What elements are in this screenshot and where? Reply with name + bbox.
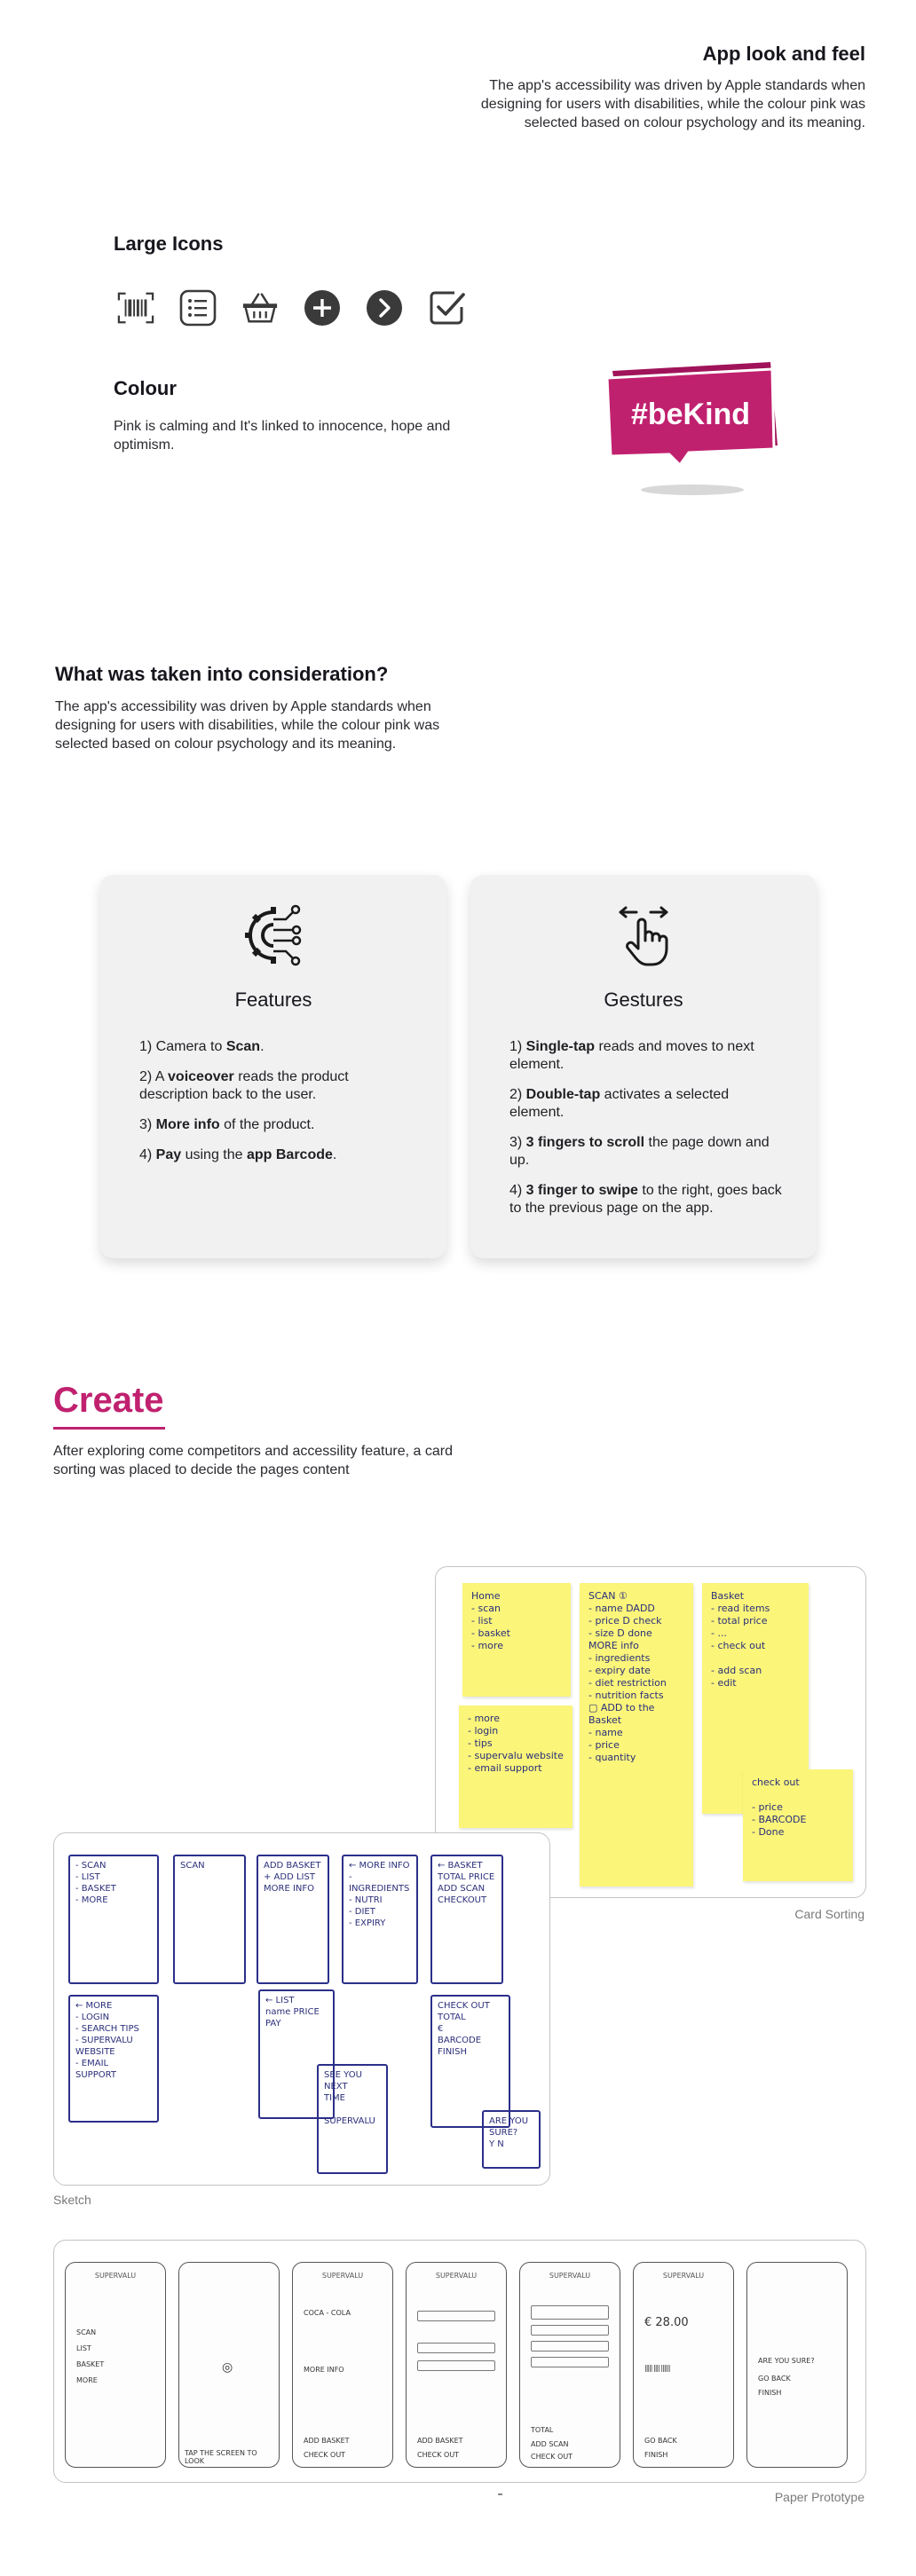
sketch-screen-goodbye: SEE YOU NEXT TIME SUPERVALU: [317, 2064, 388, 2174]
sticky-note-basket: Basket - read items - total price - ... - check out - add scan - edit: [702, 1583, 809, 1814]
features-item-4: 4) Pay using the app Barcode.: [139, 1147, 337, 1162]
paper-screen-home: SUPERVALU SCAN LIST BASKET MORE: [65, 2262, 166, 2468]
divider-dot: [498, 2493, 502, 2495]
look-and-feel-body: The app's accessibility was driven by Apple standards when designing for users with disabilities, while the colour pink was selected based on colour psychology and its meaning.: [480, 78, 865, 130]
gestures-item-1: 1) Single-tap reads and moves to next element.: [509, 1039, 754, 1072]
barcode-sketch: ||||| |||| ||||||: [644, 2364, 670, 2372]
gestures-item-2: 2) Double-tap activates a selected element.: [509, 1087, 730, 1120]
sticky-note-more: - more - login - tips - supervalu website - email support: [459, 1706, 572, 1828]
sketch-screen-home: - SCAN - LIST - BASKET - MORE: [68, 1855, 159, 1984]
gestures-list: [509, 1038, 785, 1230]
paper-prototype-image: [53, 2240, 866, 2483]
gestures-card: [470, 875, 817, 1258]
large-icons-row: [117, 289, 465, 327]
chevron-right-circle-icon: [366, 289, 403, 327]
gestures-title: Gestures: [604, 989, 683, 1011]
gestures-item-3: 3) 3 fingers to scroll the page down and up.: [509, 1135, 770, 1168]
checkbox-icon: [428, 289, 465, 327]
look-and-feel-title: App look and feel: [702, 43, 865, 65]
sketch-screen-list: ← LIST name PRICE PAY: [258, 1989, 335, 2119]
sketch-screen-basket: ← BASKET TOTAL PRICE ADD SCAN CHECKOUT: [430, 1855, 503, 1984]
create-heading: Create: [53, 1381, 164, 1420]
paper-screen-product: SUPERVALU COCA - COLA MORE INFO ADD BASKET CHECK OUT: [292, 2262, 393, 2468]
sketch-screen-product: ADD BASKET + ADD LIST MORE INFO: [257, 1855, 329, 1984]
bekind-text: #beKind: [630, 398, 751, 431]
card-sorting-caption: Card Sorting: [794, 1907, 865, 1921]
sketch-caption: Sketch: [53, 2193, 91, 2207]
sticky-note-checkout: check out - price - BARCODE - Done: [743, 1769, 853, 1881]
large-icons-heading: Large Icons: [114, 232, 224, 255]
colour-heading: Colour: [114, 377, 177, 399]
camera-icon: ◎: [222, 2360, 233, 2375]
features-item-1: 1) Camera to Scan.: [139, 1039, 265, 1054]
features-item-2: 2) A voiceover reads the product description back to the user.: [139, 1069, 349, 1102]
gear-circuit-icon: [238, 900, 309, 971]
consideration-heading: What was taken into consideration?: [55, 663, 389, 685]
sketch-screen-more-info: ← MORE INFO - INGREDIENTS - NUTRI - DIET - EXPIRY: [342, 1855, 418, 1984]
features-card: [100, 875, 446, 1258]
paper-prototype-caption: Paper Prototype: [774, 2490, 865, 2504]
features-title: Features: [234, 989, 312, 1011]
paper-screen-more-info: SUPERVALU ADD BASKET CHECK OUT: [406, 2262, 507, 2468]
sketch-screen-checkout: CHECK OUT TOTAL € BARCODE FINISH: [430, 1995, 510, 2128]
paper-screen-confirm: ARE YOU SURE? GO BACK FINISH: [746, 2262, 848, 2468]
features-item-3: 3) More info of the product.: [139, 1117, 315, 1132]
bekind-badge: [604, 360, 781, 502]
sketch-screen-scan: SCAN: [173, 1855, 246, 1984]
sketch-screen-more: ← MORE - LOGIN - SEARCH TIPS - SUPERVALU WEBSITE - EMAIL SUPPORT: [68, 1995, 159, 2123]
create-body: After exploring come competitors and accessility feature, a card sorting was placed to decide the pages content: [53, 1444, 453, 1477]
paper-screen-basket: SUPERVALU TOTAL ADD SCAN CHECK OUT: [519, 2262, 620, 2468]
create-underline: [53, 1427, 165, 1430]
sketch-screen-confirm: ARE YOU SURE? Y N: [482, 2110, 541, 2169]
swipe-hand-icon: [608, 900, 679, 971]
sketch-image: [53, 1832, 550, 2186]
plus-circle-icon: [304, 289, 341, 327]
colour-body: Pink is calming and It's linked to innocence, hope and optimism.: [114, 419, 451, 453]
consideration-body: The app's accessibility was driven by Apple standards when designing for users with disabilities, while the colour pink was selected based on colour psychology and its meaning.: [55, 699, 440, 752]
barcode-icon: [117, 289, 154, 327]
list-icon: [179, 289, 217, 327]
basket-icon: [241, 289, 279, 327]
sticky-note-scan: SCAN ① - name DADD - price D check - size D done MORE info - ingredients - expiry date - diet restriction - nutrition facts ▢ ADD to the Basket - name - price - quantity: [580, 1583, 693, 1887]
paper-screen-scan: ◎ TAP THE SCREEN TO LOOK: [178, 2262, 280, 2468]
features-list: [139, 1038, 415, 1177]
gestures-item-4: 4) 3 finger to swipe to the right, goes back to the previous page on the app.: [509, 1183, 782, 1216]
sticky-note-home: Home - scan - list - basket - more: [462, 1583, 571, 1697]
paper-screen-checkout: SUPERVALU € 28.00 ||||| |||| |||||| GO BACK FINISH: [633, 2262, 734, 2468]
